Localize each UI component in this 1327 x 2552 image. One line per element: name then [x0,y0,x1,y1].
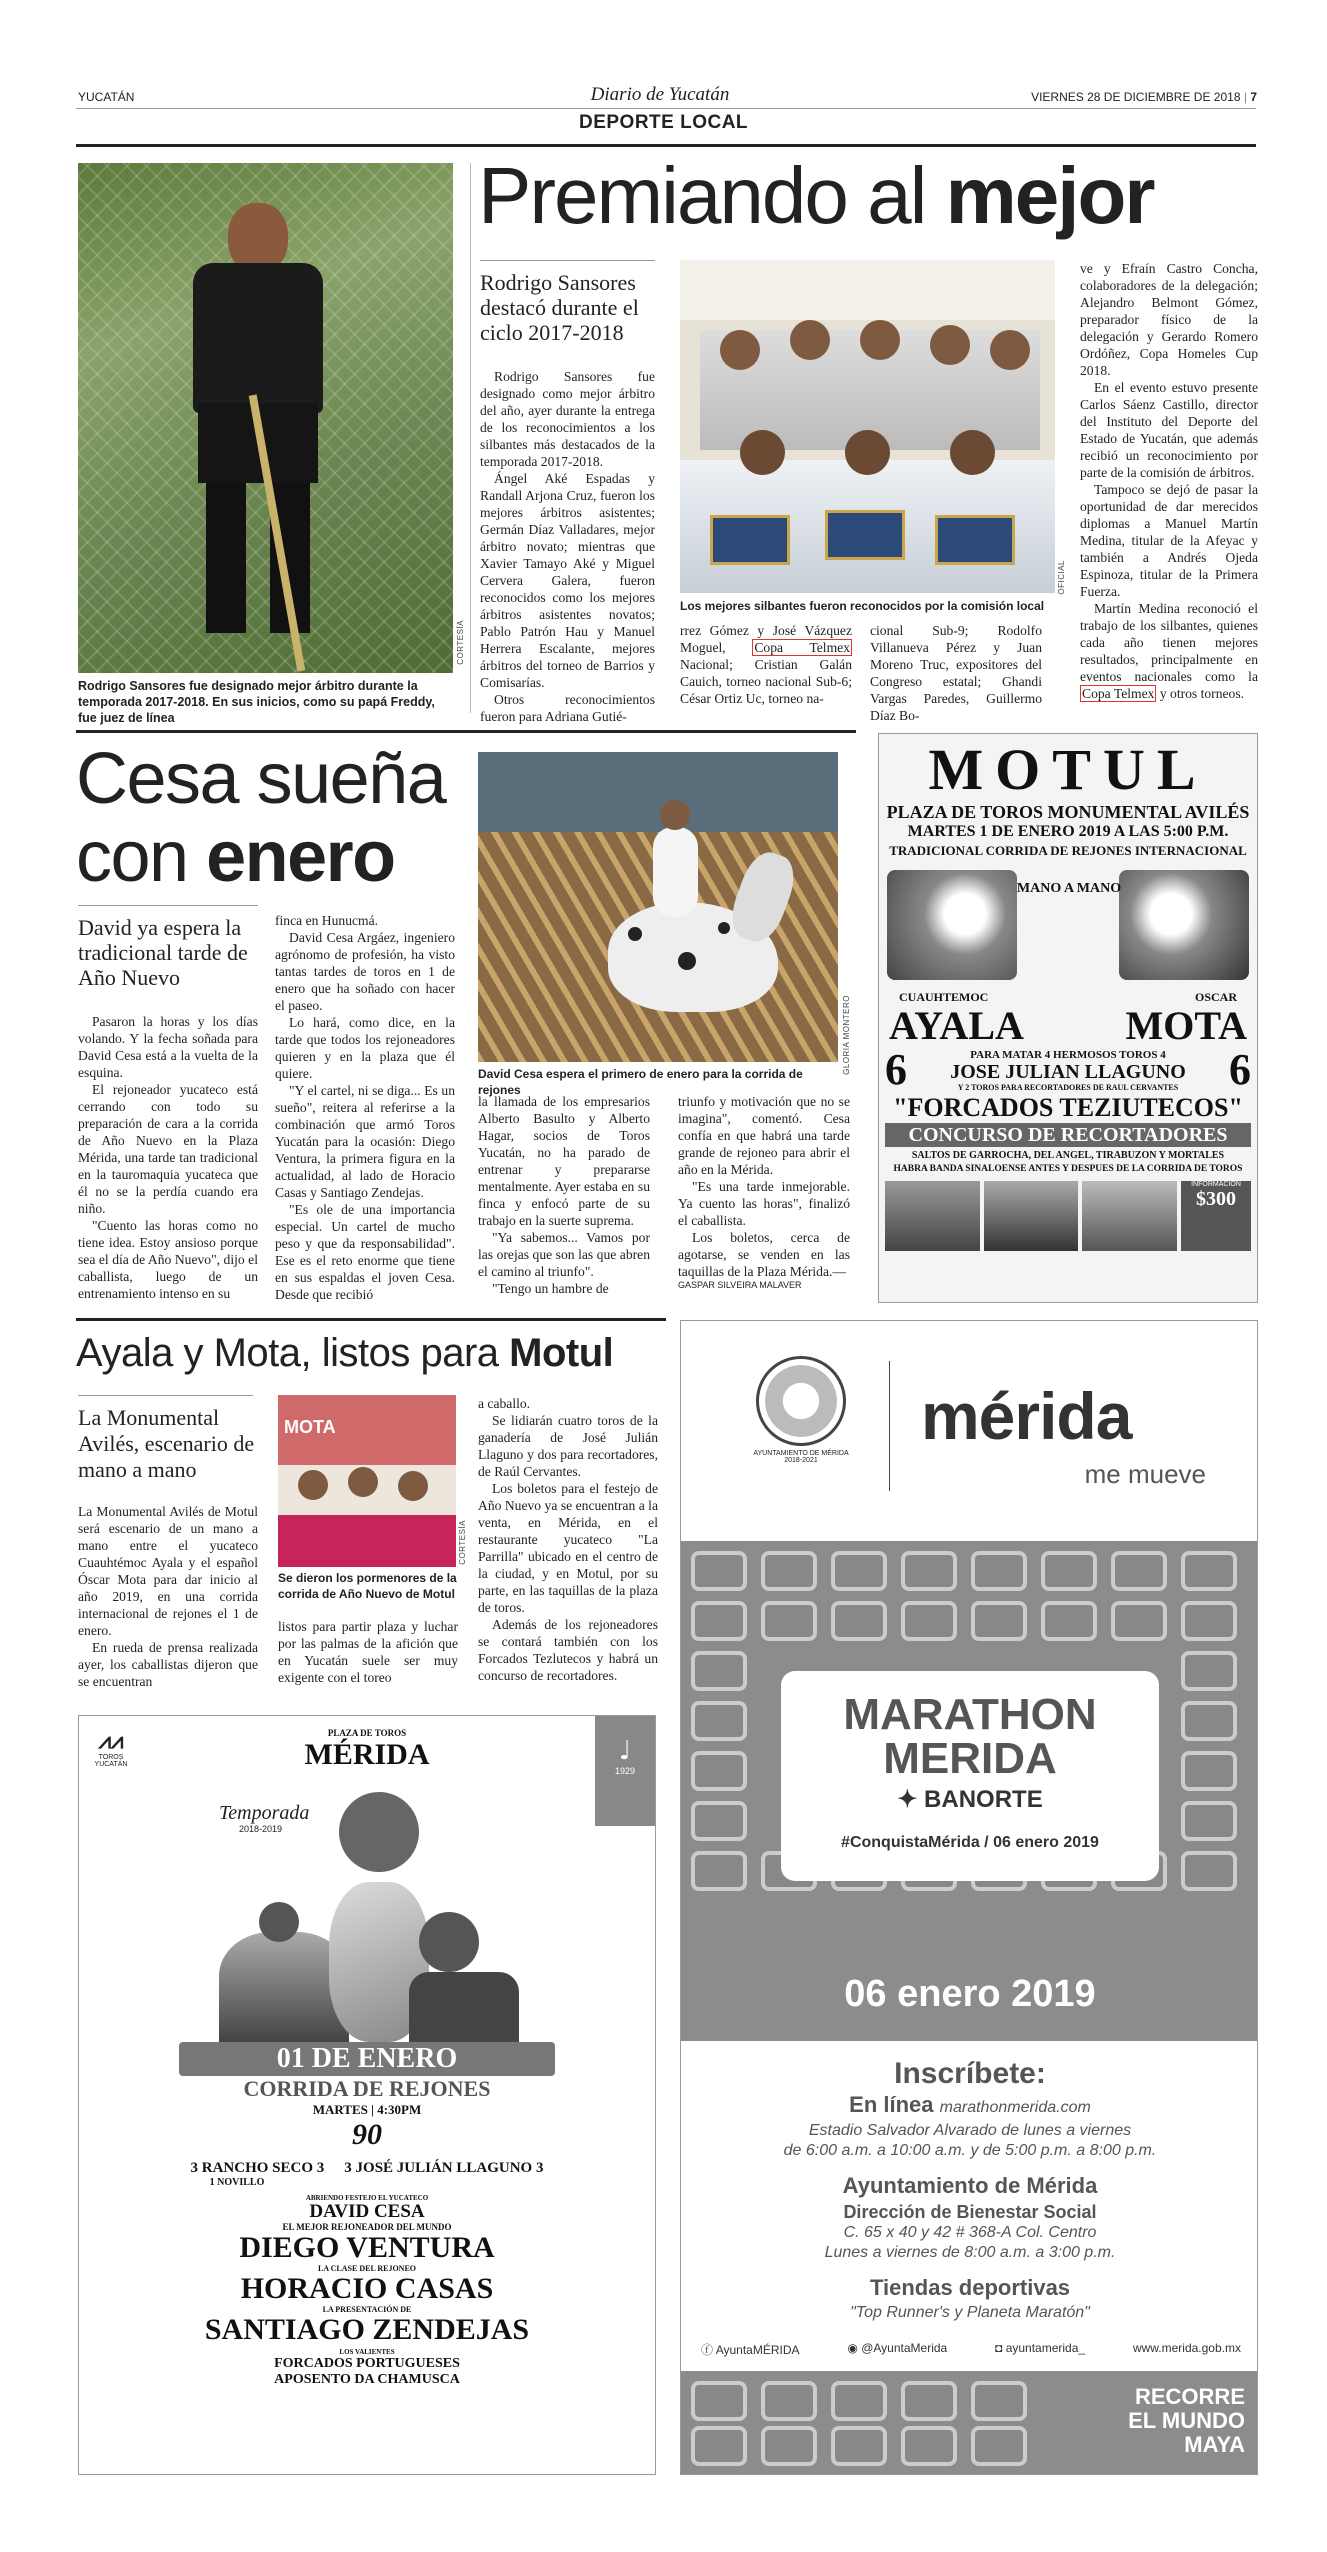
facebook-link[interactable] [701,2341,800,2358]
story3-column-1 [78,1503,258,1690]
facebook-icon: ⓕ [701,2343,714,2357]
ranch-right: 3 JOSÉ JULIÁN LLAGUNO 3 [344,2160,544,2176]
seal-years: 2018-2021 [784,1457,818,1464]
story3-headline-bold: Motul [509,1331,614,1375]
hashtag-date: 06 enero 2019 [993,1834,1099,1851]
merida-tagline: me mueve [1084,1459,1206,1489]
story1-paragraph: Tampoco se dejó de pasar la oportunidad de dar merecidos diplomas a Manuel Martín Medina, titular de la Afeyac y también a Andrés Ojeda Espinoza, titular de la Primera Fuerza. [1080,482,1258,599]
motul-forcados: "FORCADOS TEZIUTECOS" [893,1093,1243,1122]
story2-paragraph: "Tengo un hambre de [492,1281,609,1296]
twitter-icon: ◉ [847,2341,858,2355]
story2-paragraph: "Es ole de una importancia especial. Un cartel de mucho peso y que da responsabilidad". Ese es el reto enorme que tiene en sus espaldas el joven Cesa. Desde que recibió [275,1202,455,1302]
ayuntamiento-seal [736,1356,866,1464]
column-divider [470,163,471,713]
motul-bulls-2: Y 2 TOROS PARA RECORTADORES DE RAUL CERVANTES [957,1082,1179,1092]
story2-rule [76,730,856,733]
group-photo-caption: Los mejores silbantes fueron reconocidos por la comisión local [680,599,1045,613]
story2-column-1 [78,1013,258,1302]
section-rule [76,144,1256,147]
merida-ad-title: MÉRIDA [304,1738,430,1771]
banorte-label: BANORTE [924,1786,1043,1813]
marathon-merida-ad [680,1320,1258,2475]
rider-horacio-casas: HORACIO CASAS [240,2272,494,2305]
motul-event-photo [984,1181,1079,1251]
merida-bullfight-ad [78,1715,656,2475]
marathon-title-1: MARATHON [843,1690,1097,1739]
story2-paragraph: "Y el cartel, ni se diga... Es un sueño", reitera al referirse a la combinación que armó Toros Yucatán para la ocasión: Diego Ventura, la primera figura en la actualidad, al lado de Horacio Casas y Santiago Zendejas. [275,1083,455,1200]
banorte-icon: ✦ [897,1786,925,1813]
banorte-sponsor [781,1785,1159,1814]
story2-paragraph: Los boletos, cerca de agotarse, se venden en las taquillas de la Plaza Mérida.— [678,1230,850,1279]
recorre-line-2: EL MUNDO [1128,2408,1245,2433]
story1-text: ve y Efraín Castro Concha, colaboradores de la delegación; Alejandro Belmont Gómez, preparador físico de la delegación y Gerardo Romero Ordóñez, Copa Homeles Cup 2018. [1080,261,1258,378]
motul-rider-left-image [887,870,1017,980]
story3-column-2 [278,1618,458,1686]
merida-ad-event: CORRIDA DE REJONES [243,2076,491,2101]
motul-bullfight-ad [878,733,1258,1303]
story2-headline-light: con [76,817,207,897]
story3-paragraph: Se lidiarán cuatro toros de la ganadería de José Julián Llaguno y dos para recortadores, de Raúl Cervantes. [478,1413,658,1479]
story2-paragraph: "Ya sabemos... Vamos por las orejas que son las que abren el camino al triunfo". [478,1230,650,1279]
story2-headline [76,740,445,896]
year-badge-text: 1929 [614,1766,636,1776]
story3-deck: La Monumental Avilés, escenario de mano a mano [78,1405,255,1482]
instagram-handle: ayuntamerida_ [1005,2341,1086,2355]
motul-rider-right-image [1119,870,1249,980]
deck-rule [78,1395,253,1396]
motul-rider2-first: OSCAR [1194,990,1237,1004]
temporada-years: 2018-2019 [239,1824,283,1834]
recorre-mundo-maya [1128,2385,1245,2457]
intro-1: ABRIENDO FESTEJO EL YUCATECO [305,2194,429,2202]
date-line: VIERNES 28 DE DICIEMBRE DE 2018 | 7 [1031,90,1257,104]
motul-venue: PLAZA DE TOROS MONUMENTAL AVILÉS [886,802,1250,822]
story1-column-3 [870,622,1042,724]
story2-paragraph: David Cesa Argáez, ingeniero agrónomo de profesión, ha visto tantas tardes de toros en 1 de enero que ha soñado con hacer el paseo. [275,930,455,1013]
header-rule [76,108,1256,109]
intro-5: LOS VALIENTES [339,2348,395,2356]
social-links [701,2341,1241,2358]
rider-diego-ventura: DIEGO VENTURA [239,2231,495,2264]
novillo-label: 1 NOVILLO [209,2177,265,2188]
story3-paragraph: Además de los rejoneadores se contará también con los Forcados Tezlutecos y habrá un concurso de recortadores. [478,1617,658,1683]
press-conference-photo [278,1395,456,1567]
marathon-title-2: MERIDA [883,1734,1057,1783]
story1-text: cional Sub-9; Rodolfo Villanueva Pérez y Juan Moreno Truc, expositores del Congreso estatal; Ghandi Vargas Paredes, Guillermo Díaz Bo- [870,623,1042,723]
story3-text: La Monumental Avilés de Motul será escenario de un mano a mano entre el yucateco Cuauhtémoc Ayala y el español Óscar Mota para dar inicio al año 2019, en una corrida internacional de rejones el 1 de enero. [78,1504,258,1638]
press-photo-caption: Se dieron los pormenores de la corrida de Año Nuevo de Motul [278,1571,457,1601]
horse-photo-credit: GLORIA MONTERO [842,995,851,1075]
story1-paragraph: Rodrigo Sansores fue designado como mejor árbitro del año, ayer durante la entrega de los reconocimientos a los silbantes más destacados de la temporada 2017-2018. [480,369,655,469]
motul-event: TRADICIONAL CORRIDA DE REJONES INTERNACIONAL [889,843,1247,858]
story1-deck: Rodrigo Sansores destacó durante el ciclo 2017-2018 [480,270,639,345]
seal-label: AYUNTAMIENTO DE MÉRIDA [753,1450,849,1457]
copa-telmex-highlight: Copa Telmex [754,640,850,655]
intro-4: LA PRESENTACIÓN DE [322,2305,412,2314]
facebook-handle: AyuntaMÉRIDA [715,2343,800,2357]
temporada-label: Temporada [219,1802,310,1824]
motul-bulls: PARA MATAR 4 HERMOSOS TOROS 4 [970,1048,1166,1061]
tiendas-names: "Top Runner's y Planeta Maratón" [850,2304,1090,2321]
story3-headline-light: Ayala y Mota, listos para [76,1331,510,1375]
ayuntamiento-heading: Ayuntamiento de Mérida [842,2173,1098,2198]
story1-headline-bold: mejor [945,151,1154,240]
motul-title: MOTUL [928,737,1208,802]
motul-number-left: 6 [885,1045,907,1094]
merida-ad-when: MARTES | 4:30PM [312,2102,422,2117]
story2-paragraph: El rejoneador yucateco está cerrando con todo su preparación de cara a la corrida de Año Nuevo en la Plaza Mérida, una tarde tan tradicional en la tauromaquia yucateca que él no se la perdía cuando era niño. [78,1082,258,1216]
online-url: marathonmerida.com [939,2099,1091,2116]
motul-price: $300 [1196,1188,1237,1210]
story2-headline-line1: Cesa sueña [76,739,446,819]
marathon-logo-card: MARATHON MERIDA ✦ BANORTE #ConquistaMérida / 06 enero 2019 [781,1671,1159,1881]
story1-column-2 [680,622,852,707]
recorre-line-1: RECORRE [1134,2384,1245,2409]
motul-datetime: MARTES 1 DE ENERO 2019 A LAS 5:00 P.M. [907,823,1229,840]
story3-paragraph: Los boletos para el festejo de Año Nuevo ya se encuentran a la venta, en Mérida, en el restaurante yucateco "La Parrilla" ubicado en el centro de la ciudad, y en Motul, por su parte, en las taquillas de la plaza de toros. [478,1481,658,1615]
instagram-icon: ◘ [995,2341,1003,2355]
story3-headline [76,1330,613,1376]
anniversary-badge: 90 [352,2118,382,2151]
online-label: En línea [849,2092,934,2117]
tiendas-heading: Tiendas deportivas [869,2275,1071,2300]
motul-concurso: CONCURSO DE RECORTADORES [885,1123,1251,1147]
masthead-logo: Diario de Yucatán [590,84,730,105]
deck-rule [480,260,655,261]
motul-banda: HABRA BANDA SINALOENSE ANTES Y DESPUES DE LA CORRIDA DE TOROS [893,1164,1243,1174]
marathon-big-date: 06 enero 2019 [844,1973,1096,2015]
forcados-portugueses: FORCADOS PORTUGUESES [274,2356,460,2371]
hashtag: #ConquistaMérida [841,1834,980,1851]
toros-yucatan-label: TOROS YUCATÁN [94,1754,128,1768]
story1-paragraph: Ángel Aké Espadas y Randall Arjona Cruz, fueron los mejores árbitros asistentes; Germán Díaz Valladares, mejor árbitro novato; mientras que Xavier Tamayo Aké y Miguel Cervera Galera, fueron reconocidos como los mejores árbitros asistentes novatos; Pablo Patrón Hau y Manuel Herrera Escalante, mejores árbitros del torneo de Barrios y Comisarías. [480,471,655,690]
story3-text: a caballo. [478,1396,531,1411]
story2-text: triunfo y motivación que no se imagina", comentó. Cesa confía en que habrá una tarde grande de rejoneo para abrir el año en la Mérida. [678,1094,850,1177]
story1-text: y otros torneos. [1156,686,1245,701]
press-photo-sign: MOTA [284,1417,336,1437]
story2-headline-bold: enero [206,817,395,897]
motul-mano-a-mano: MANO A MANO [1016,881,1122,896]
recorre-line-3: MAYA [1184,2432,1245,2457]
story1-paragraph: En el evento estuvo presente Carlos Sáenz Castillo, director del Instituto del Deporte del Estado de Yucatán, que además recibió un reconocimiento por parte de la comisión de árbitros. [1080,380,1258,480]
office-hours: Lunes a viernes de 8:00 a.m. a 3:00 p.m. [824,2244,1116,2261]
merida-ad-date: 01 DE ENERO [179,2042,555,2076]
rider-david-cesa: DAVID CESA [309,2201,425,2222]
stadium-hours: de 6:00 a.m. a 10:00 a.m. y de 5:00 p.m. a 8:00 p.m. [783,2142,1157,2159]
motul-rider2-last: MOTA [1125,1003,1247,1048]
ranch-left: 3 RANCHO SECO 3 [190,2160,325,2176]
issue-date: VIERNES 28 DE DICIEMBRE DE 2018 [1031,90,1241,104]
referee-photo-credit: CORTESÍA [456,620,465,665]
intro-3: LA CLASE DEL REJONEO [317,2264,417,2273]
story2-byline: GASPAR SILVEIRA MALAVER [678,1280,802,1290]
twitter-handle: @AyuntaMerida [861,2341,948,2355]
story1-column-4 [1080,260,1258,702]
rider-santiago-zendejas: SANTIAGO ZENDEJAS [204,2313,530,2346]
story1-column-1 [480,368,655,725]
riders-illustration [79,1772,655,2042]
office-address: C. 65 x 40 y 42 # 368-A Col. Centro [843,2224,1097,2241]
motul-rider1-first: CUAUHTEMOC [899,990,989,1004]
horse-photo-caption: David Cesa espera el primero de enero para la corrida de rejones [478,1067,803,1097]
section-label: YUCATÁN [78,90,135,104]
story1-text: Nacional; Cristian Galán Cauich, torneo nacional Sub-6; César Ortiz Uc, torneo na- [680,657,852,706]
twitter-link[interactable] [847,2341,947,2358]
story3-text: listos para partir plaza y luchar por las palmas de la afición que en Yucatán suele ser muy exigente con el toreo [278,1619,458,1685]
plaza-label: PLAZA DE TOROS [327,1728,407,1738]
group-photo-credit: OFICIAL [1057,560,1066,595]
story2-paragraph: Pasaron la horas y los días volando. Y la fecha soñada para David Cesa está a la vuelta de la esquina. [78,1014,258,1080]
story3-column-3 [478,1395,658,1684]
website-link[interactable]: www.merida.gob.mx [1132,2341,1241,2355]
referee-photo [78,163,453,673]
toros-yucatan-logo: ⩘⩘ TOROS YUCATÁN [91,1728,131,1768]
story3-rule [76,1318,666,1321]
maya-footer-band [681,2371,1258,2475]
direccion-heading: Dirección de Bienestar Social [843,2202,1097,2222]
story1-text: rrez Gómez y José Vázquez Moguel, [680,623,852,655]
referee-photo-caption: Rodrigo Sansores fue designado mejor árbitro durante la temporada 2017-2018. En sus inicios, como su papá Freddy, fue juez de línea [78,679,435,725]
motul-event-photo [1082,1181,1177,1251]
intro-2: EL MEJOR REJONEADOR DEL MUNDO [282,2222,452,2232]
story2-text: la llamada de los empresarios Alberto Basulto y Alberto Hagar, socios de Toros Yucatán, no ha parado de entrenar y prepararse mentalmente. Ayer estaba en su finca y enfocó parte de su trabajo en la suerte suprema. [478,1094,650,1228]
motul-number-right: 6 [1228,1045,1251,1094]
story2-column-4 [678,1093,850,1280]
story2-deck: David ya espera la tradicional tarde de Año Nuevo [78,915,248,990]
horse-photo [478,752,838,1062]
motul-rancher: JOSE JULIAN LLAGUNO [950,1060,1186,1083]
story2-text: finca en Hunucmá. [275,913,379,928]
maya-glyph-background [681,1541,1258,2041]
story1-paragraph: Otros reconocimientos fueron para Adriana Gutié- [480,692,655,724]
motul-info-label: INFORMACIÓN [1191,1181,1241,1188]
story2-paragraph: "Cuento las horas como no tiene idea. Estoy ansioso porque sea el día de Año Nuevo", dijo el caballista, luego de un entrenamiento intenso en su [78,1218,258,1301]
press-photo-credit: CORTESÍA [458,1520,467,1565]
stadium-info: Estadio Salvador Alvarado de lunes a viernes [808,2122,1132,2139]
page-number: 7 [1250,90,1257,104]
aposento-chamusca: APOSENTO DA CHAMUSCA [274,2372,460,2387]
story1-text: Martín Medina reconoció el trabajo de los silbantes, quienes cada año tienen mejores resultados, principalmente en eventos nacionales como la [1080,601,1258,684]
group-photo [680,260,1055,593]
story2-paragraph: "Es una tarde inmejorable. Ya cuento las horas", finalizó el caballista. [678,1179,850,1228]
instagram-link[interactable] [995,2341,1085,2358]
story1-headline-light: Premiando al [478,151,946,240]
deck-rule [78,905,258,906]
story3-paragraph: En rueda de prensa realizada ayer, los caballistas dijeron que se encuentran [78,1640,258,1689]
motul-rider1-last: AYALA [889,1003,1024,1048]
motul-saltos: SALTOS DE GARROCHA, DEL ANGEL, TIRABUZON Y MORTALES [911,1150,1225,1161]
section-title: DEPORTE LOCAL [578,112,749,133]
motul-event-photo [885,1181,980,1251]
merida-brand: mérida [921,1379,1132,1453]
year-badge: ♩ 1929 [595,1716,655,1826]
story2-column-3 [478,1093,650,1297]
story2-column-2 [275,912,455,1303]
copa-telmex-highlight: Copa Telmex [1082,686,1155,701]
story1-headline [478,150,1153,242]
inscribete-heading: Inscríbete: [894,2057,1046,2090]
story2-paragraph: Lo hará, como dice, en la tarde que todos los rejoneadores quieren y en la plaza que él quiere. [275,1015,455,1081]
registration-info [681,2056,1258,2323]
